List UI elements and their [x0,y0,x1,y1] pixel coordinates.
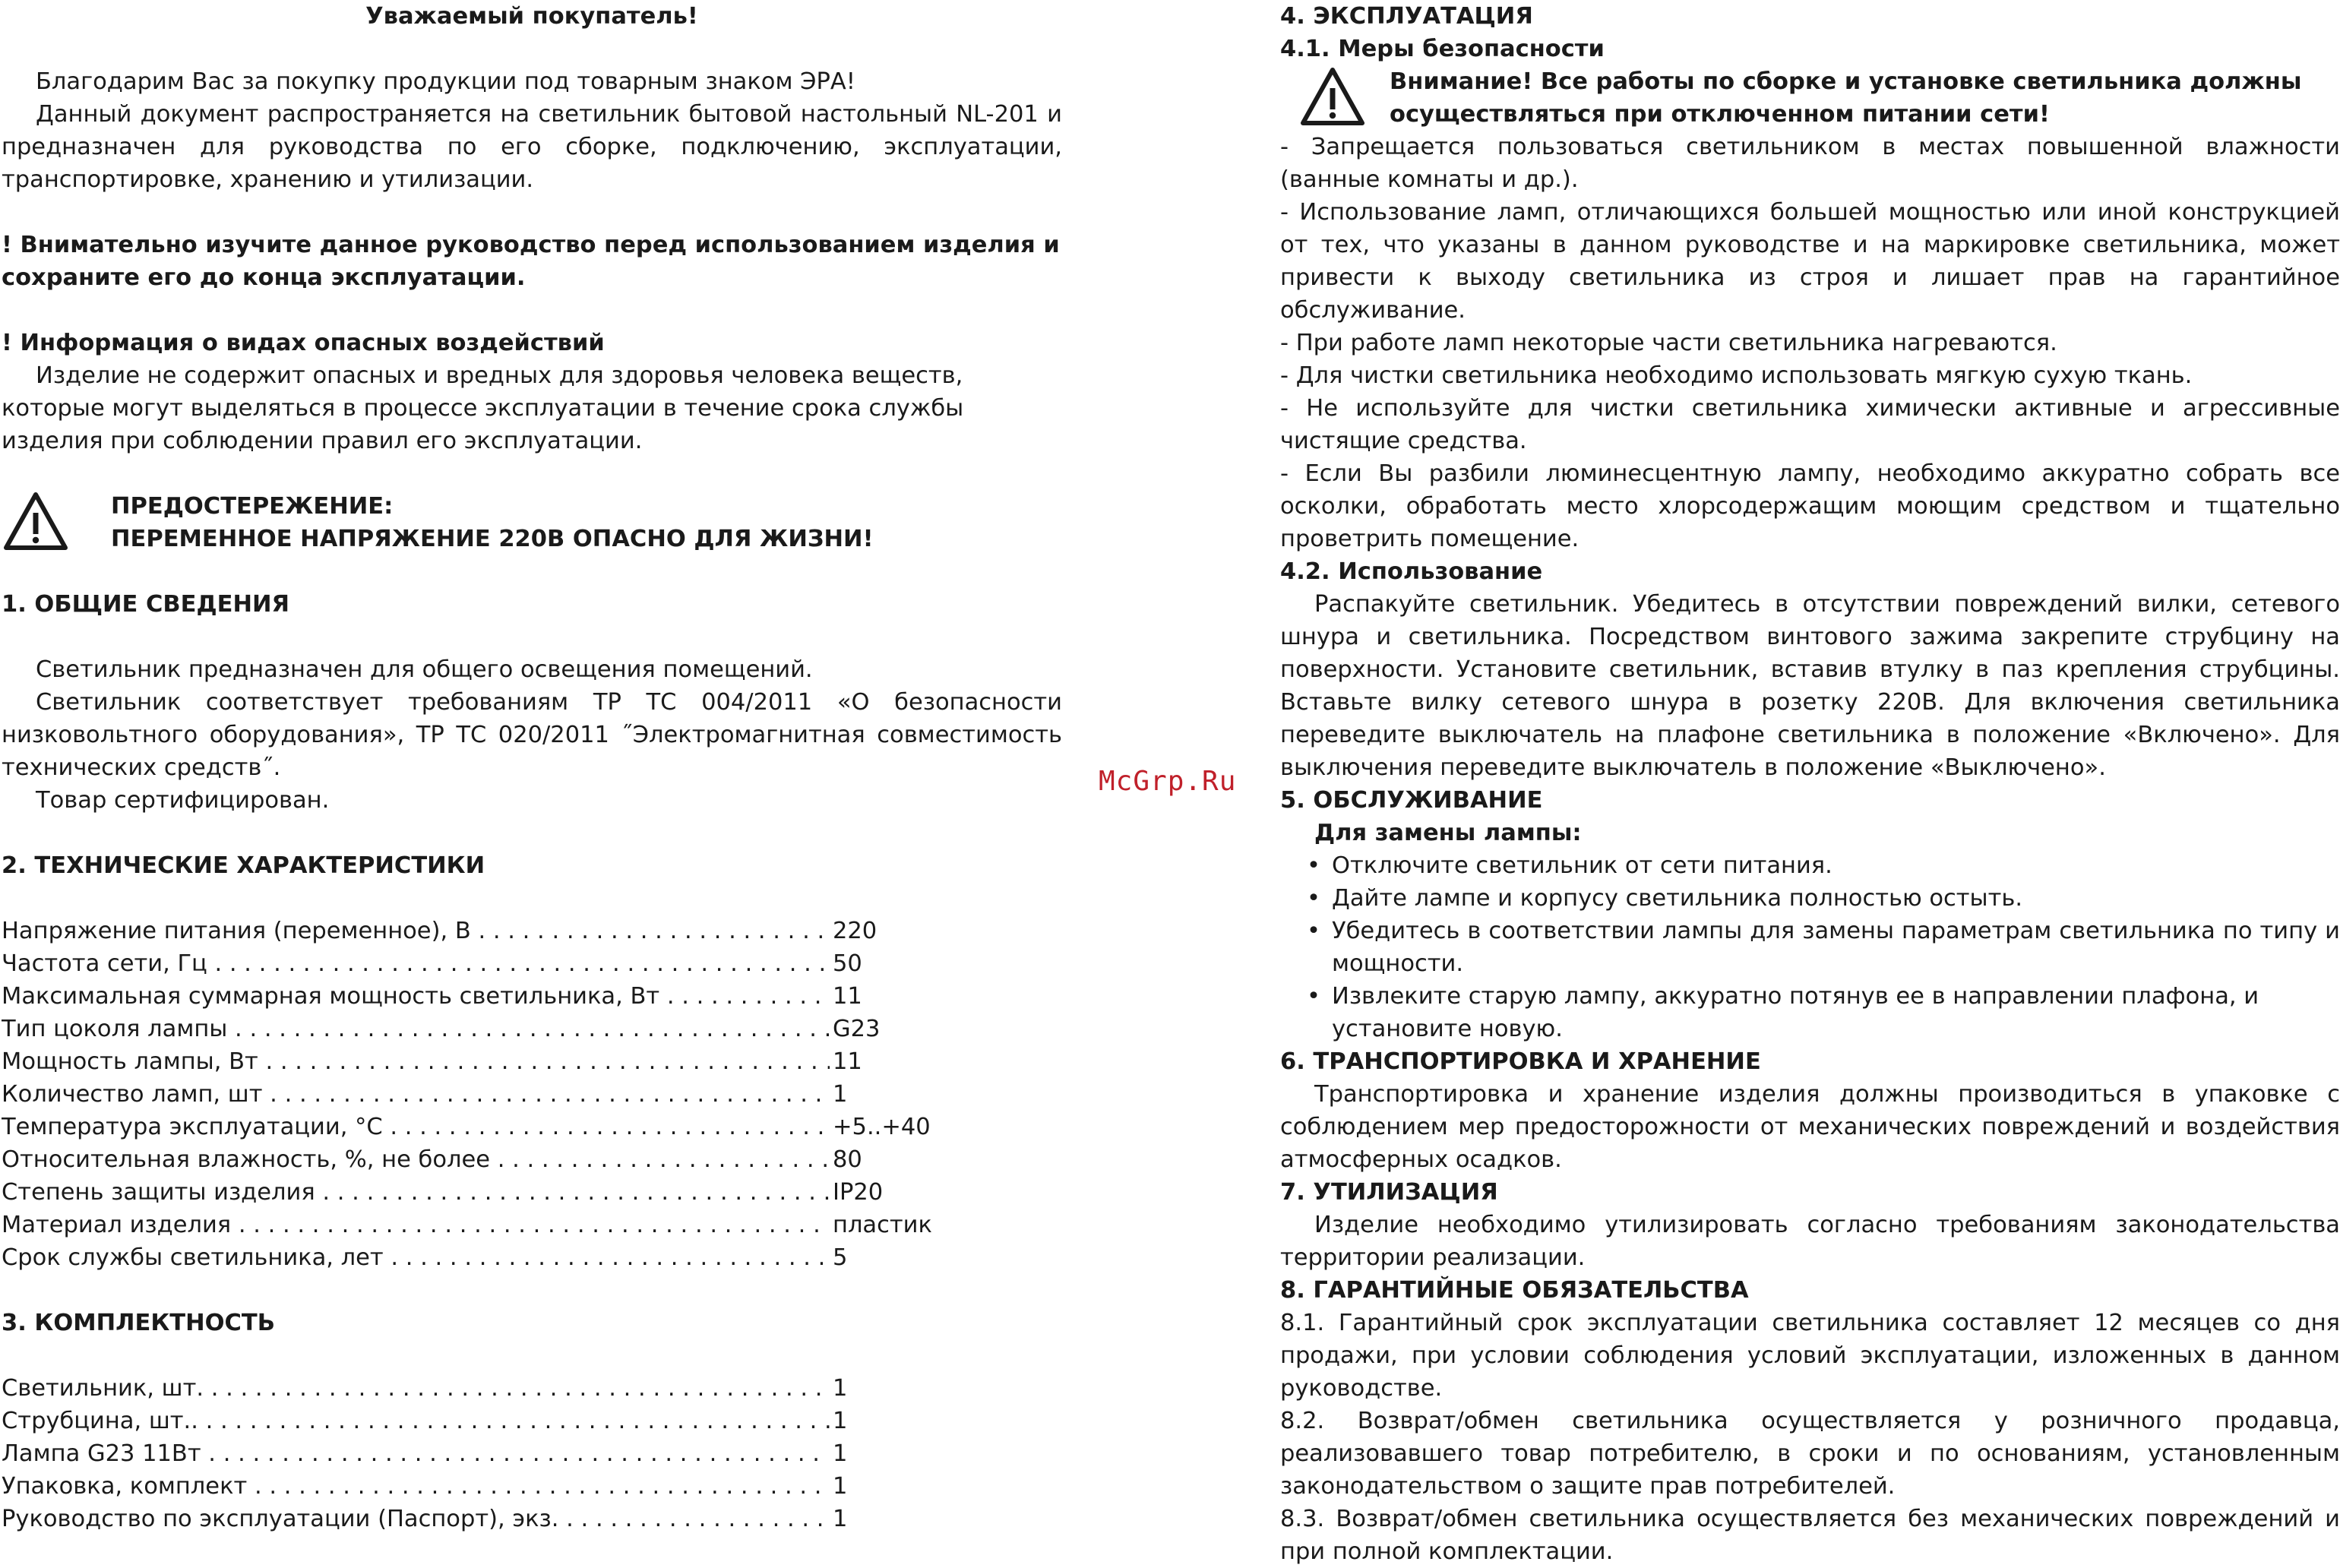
spec-row [2,947,1062,980]
kit-row [2,1372,1062,1405]
section7-text: Изделие необходимо утилизировать согласно требованиям законодательства территории реализации. [1280,1212,2340,1271]
section8-p3: 8.3. Возврат/обмен светильника осуществляется без механических повреждений и при полной комплектации. [1280,1506,2340,1565]
thanks-text: Благодарим Вас за покупку продукции под товарным знаком ЭРА! [36,68,855,95]
spec-value: 11 [833,1048,862,1075]
spec-value: 220 [833,918,878,944]
spec-value: 5 [833,1244,848,1271]
intro-text: Данный документ распространяется на светильник бытовой настольный NL-201 и предназначен для руководства по его сборке, подключению, эксплуатации, транспортировке, хранению и утилизации. [2,101,1062,193]
section5-title: 5. ОБСЛУЖИВАНИЕ [1280,787,1543,814]
caution-line1: ПРЕДОСТЕРЕЖЕНИЕ: [111,493,394,520]
kit-row [2,1470,1062,1503]
kit-row [2,1503,1062,1535]
spec-value: пластик [833,1212,932,1238]
warning-triangle-icon [1298,65,1367,131]
spec-row [2,980,1062,1013]
kit-value: 1 [833,1473,848,1500]
safety-item: - Если Вы разбили люминесцентную лампу, необходимо аккуратно собрать все осколки, обработать место хлорсодержащим моющим средством и тщательно проветрить помещение. [1280,460,2340,552]
spec-label: Частота сети, Гц . . . [2,947,830,980]
kit-value: 1 [833,1408,848,1434]
spec-row [2,1241,1062,1274]
kit-label: Лампа G23 11Вт . . . [2,1437,830,1470]
section1-p3: Товар сертифицирован. [36,787,330,814]
spec-row [2,1111,1062,1143]
safety-item: - Для чистки светильника необходимо использовать мягкую сухую ткань. [1280,362,2193,389]
spec-value: +5..+40 [833,1114,931,1140]
spec-label: Температура эксплуатации, °С . . . [2,1111,830,1143]
spec-value: G23 [833,1016,881,1042]
bullet: • [1307,852,1320,879]
section1-title: 1. ОБЩИЕ СВЕДЕНИЯ [2,591,290,618]
kit-list [2,1372,1062,1535]
kit-label: Струбцина, шт.. . . . [2,1405,830,1437]
section6-title: 6. ТРАНСПОРТИРОВКА И ХРАНЕНИЕ [1280,1048,1761,1075]
spec-row [2,1045,1062,1078]
spec-value: 1 [833,1081,848,1108]
specs-list [2,915,1062,1274]
section41-title: 4.1. Меры безопасности [1280,36,1605,62]
kit-label: Упаковка, комплект . . . [2,1470,830,1503]
service-step: Извлеките старую лампу, аккуратно потянув ее в направлении плафона, и установите новую. [1332,983,2259,1042]
hazard-text: Изделие не содержит опасных и вредных для здоровья человека веществ, которые могут выделяться в процессе эксплуатации в течение срока службы изделия при соблюдении правил его эксплуатации. [2,362,964,454]
kit-label: Светильник, шт. . . . [2,1372,830,1405]
section2-title: 2. ТЕХНИЧЕСКИЕ ХАРАКТЕРИСТИКИ [2,852,485,879]
section7-title: 7. УТИЛИЗАЦИЯ [1280,1179,1498,1206]
section8-p2: 8.2. Возврат/обмен светильника осуществляется у розничного продавца, реализовавшего товар потребителю, в сроки и по основаниям, установленным законодательством о защите прав потребителей. [1280,1408,2340,1500]
watermark: McGrp.Ru [1099,766,1237,797]
service-step: Дайте лампе и корпусу светильника полностью остыть. [1332,885,2023,912]
bullet: • [1307,885,1320,912]
spec-value: 11 [833,983,862,1010]
section1-p1: Светильник предназначен для общего освещения помещений. [36,656,813,683]
safety-item: - При работе ламп некоторые части светильника нагреваются. [1280,330,2057,356]
section5-subtitle: Для замены лампы: [1314,820,1582,846]
caution-block [2,490,1062,555]
spec-label: Напряжение питания (переменное), В . . . [2,915,830,947]
section42-title: 4.2. Использование [1280,558,1543,585]
spec-row [2,915,1062,947]
bullet: • [1307,918,1320,944]
spec-row [2,1176,1062,1209]
kit-row [2,1405,1062,1437]
kit-value: 1 [833,1506,848,1532]
section8-p1: 8.1. Гарантийный срок эксплуатации светильника составляет 12 месяцев со дня продажи, при условии соблюдения условий эксплуатации, изложенных в данном руководстве. [1280,1310,2340,1402]
service-list [1280,849,2340,1045]
spec-label: Материал изделия . . . [2,1209,830,1241]
spec-row [2,1143,1062,1176]
spec-label: Тип цоколя лампы . . . [2,1013,830,1045]
section4-title: 4. ЭКСПЛУАТАЦИЯ [1280,3,1533,30]
safety-item: - Использование ламп, отличающихся большей мощностью или иной конструкцией от тех, что указаны в данном руководстве и на маркировке светильника, может привести к выходу светильника из строя и лишает прав на гарантийное обслуживание. [1280,199,2340,324]
spec-row [2,1209,1062,1241]
service-step: Убедитесь в соответствии лампы для замены параметрам светильника по типу и мощности. [1332,918,2340,977]
spec-row [2,1013,1062,1045]
caution-line2: ПЕРЕМЕННОЕ НАПРЯЖЕНИЕ 220В ОПАСНО ДЛЯ ЖИЗНИ! [111,526,874,552]
notice-text: ! Внимательно изучите данное руководство перед использованием изделия и сохраните его до конца эксплуатации. [2,232,1060,291]
spec-label: Мощность лампы, Вт . . . [2,1045,830,1078]
section3-title: 3. КОМПЛЕКТНОСТЬ [2,1310,275,1336]
spec-value: 50 [833,950,862,977]
spec-label: Количество ламп, шт . . . [2,1078,830,1111]
left-column [2,0,1062,1535]
kit-label: Руководство по эксплуатации (Паспорт), экз. . . . [2,1503,830,1535]
spec-value: IP20 [833,1179,884,1206]
hazard-title: ! Информация о видах опасных воздействий [2,330,605,356]
section1-p2: Светильник соответствует требованиям ТР ТС 004/2011 «О безопасности низковольтного оборудования», ТР ТС 020/2011 ˝Электромагнитная совместимость технических средств˝. [2,689,1062,781]
right-column [1280,0,2340,1568]
list-item [1295,882,2340,915]
spec-row [2,1078,1062,1111]
spec-label: Срок службы светильника, лет . . . [2,1241,830,1274]
safety-item: - Не используйте для чистки светильника химически активные и агрессивные чистящие средства. [1280,395,2340,454]
list-item [1295,849,2340,882]
warning-triangle-icon [2,490,70,555]
spec-label: Относительная влажность, %, не более . . . [2,1143,830,1176]
kit-row [2,1437,1062,1470]
section8-title: 8. ГАРАНТИЙНЫЕ ОБЯЗАТЕЛЬСТВА [1280,1277,1749,1304]
list-item [1295,980,2340,1045]
list-item [1295,915,2340,980]
service-step: Отключите светильник от сети питания. [1332,852,1832,879]
spec-label: Максимальная суммарная мощность светильника, Вт . . . [2,980,830,1013]
kit-value: 1 [833,1375,848,1402]
attention-block [1280,65,2340,131]
bullet: • [1307,983,1320,1010]
spec-label: Степень защиты изделия . . . [2,1176,830,1209]
attention-text: Внимание! Все работы по сборке и установке светильника должны осуществляться при отключенном питании сети! [1390,68,2302,128]
section6-text: Транспортировка и хранение изделия должны производиться в упаковке с соблюдением мер предосторожности от механических повреждений и воздействия атмосферных осадков. [1280,1081,2340,1173]
spec-value: 80 [833,1146,862,1173]
usage-text: Распакуйте светильник. Убедитесь в отсутствии повреждений вилки, сетевого шнура и светильника. Посредством винтового зажима закрепите струбцину на поверхности. Установите светильник, вставив втулку в паз крепления струбцины. Вставьте вилку сетевого шнура в розетку 220В. Для включения светильника переведите выключатель на плафоне светильника в положение «Включено». Для выключения переведите выключатель в положение «Выключено». [1280,591,2340,781]
kit-value: 1 [833,1440,848,1467]
greeting: Уважаемый покупатель! [365,3,698,30]
safety-item: - Запрещается пользоваться светильником в местах повышенной влажности (ванные комнаты и др.). [1280,134,2340,193]
